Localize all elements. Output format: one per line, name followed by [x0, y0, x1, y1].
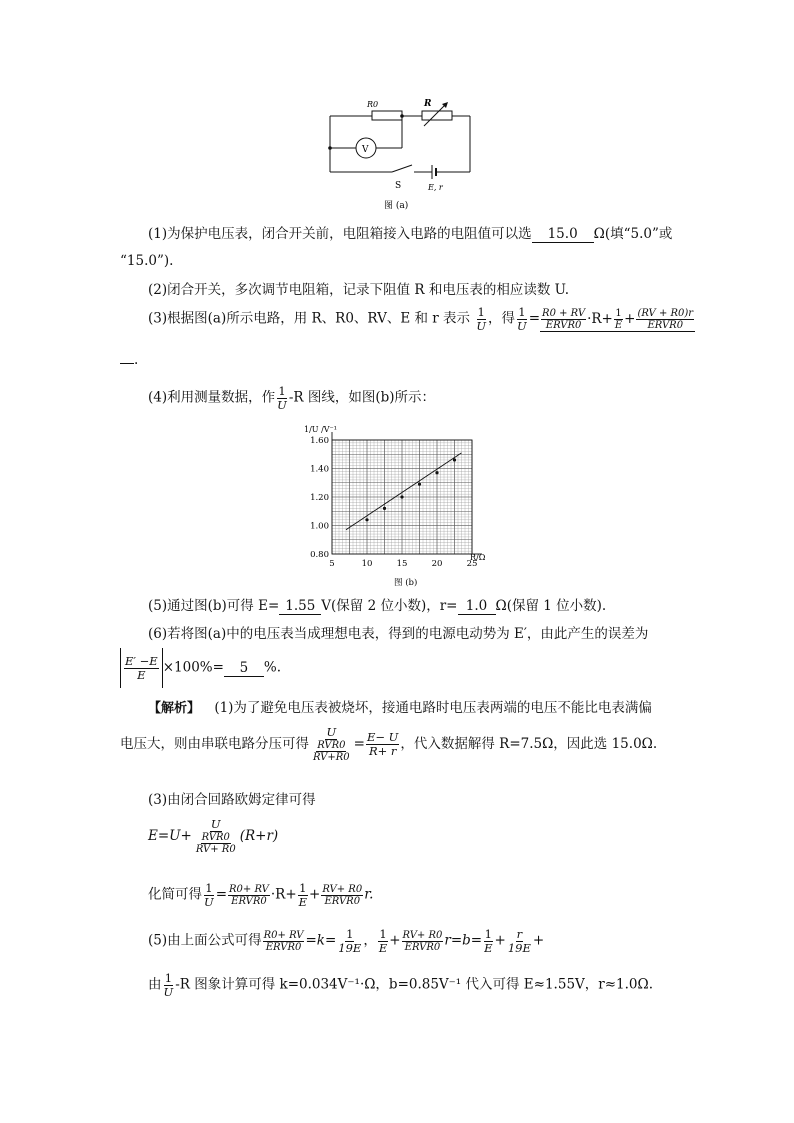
sol-p6a: 由: [148, 976, 162, 993]
q5-line: [148, 598, 606, 615]
chart-xlabel: R/Ω: [470, 553, 486, 562]
sol-p5-plus: +: [389, 932, 401, 949]
sol-p5-frac3: $\frac{1}{E}$: [378, 927, 388, 955]
sol-p5-frac2: $\frac{1}{19E}$: [338, 927, 362, 955]
q6-line1: [148, 626, 648, 642]
s-label: S: [395, 181, 402, 191]
sol-p5-frac1: $\frac{R0+ RV}{\text{ERVR0}}$: [263, 929, 304, 953]
sol-p5-frac6: $\frac{r}{19E}$: [507, 927, 531, 955]
q3-plus: +: [624, 310, 636, 327]
q1-line2: [120, 253, 173, 269]
x-tick-label: 10: [361, 559, 373, 569]
sol-p1c: ，代入数据解得 R=7.5Ω，因此选 15.0Ω.: [400, 735, 658, 752]
sol-p3-frac2: $\frac{R0+ RV}{\text{ERVR0}}$: [229, 883, 269, 907]
er-label: E, r: [428, 183, 443, 192]
q6-abs: [120, 648, 163, 688]
x-tick-label: 15: [396, 559, 408, 569]
circuit-diagram: [320, 92, 480, 214]
q3-frac-intercept: $\frac{(RV + R0)r}{\text{ERVR0}}$: [637, 307, 694, 331]
q3-text-c: ·R+: [587, 310, 613, 327]
sol-p3c: (R+r): [239, 827, 279, 844]
sol-p3-eq: =: [215, 886, 228, 903]
sol-line3: [148, 792, 316, 808]
y-tick-label: 1.60: [310, 436, 329, 446]
sol-p5-plus3: +: [532, 932, 545, 949]
sol-p5-frac5: $\frac{1}{E}$: [484, 927, 493, 955]
q1-text-a: (1)为保护电压表，闭合开关前，电阻箱接入电路的电阻值可以选: [148, 226, 532, 242]
q1-line1: [148, 226, 672, 243]
sol-p3b: E=U+: [148, 827, 192, 844]
q2-line: [148, 282, 569, 298]
data-point: [400, 495, 403, 498]
q2-text: (2)闭合开关，多次调节电阻箱，记录下阻值 R 和电压表的相应读数 U.: [148, 282, 570, 298]
y-tick-label: 0.80: [310, 550, 329, 560]
q3-text-a: (3)根据图(a)所示电路，用 R、R0、RV、E 和 r 表示: [148, 310, 471, 327]
sol-p1b: 电压大，则由串联电路分压可得: [120, 735, 309, 752]
q5-text-a: (5)通过图(b)可得 E=: [148, 598, 280, 614]
data-point: [435, 471, 438, 474]
q5-text-b: V(保留 2 位小数)，r=: [321, 598, 458, 614]
sol-p3-frac1: $\frac{1}{U}$: [204, 881, 214, 909]
q6-text-a: (6)若将图(a)中的电压表当成理想电表，得到的电源电动势为 E′，由此产生的误差为: [148, 626, 649, 642]
sol-p6-frac: $\frac{1}{U}$: [163, 971, 174, 999]
sol-p3-frac3: $\frac{1}{E}$: [298, 881, 308, 909]
data-point: [418, 483, 421, 486]
sol-p5-eq1: =k=: [305, 932, 337, 949]
y-tick-label: 1.00: [310, 521, 329, 532]
sol-line5: [148, 882, 373, 908]
sol-p3d: 化简可得: [148, 886, 202, 903]
chart-fig-b: [300, 422, 500, 590]
q1-text-b: Ω(填“5.0”或: [593, 226, 673, 242]
q6-answer: 5: [224, 660, 264, 677]
sol-p5b: r=b=: [444, 932, 483, 949]
data-point: [365, 518, 368, 521]
sol-p5-frac4: $\frac{RV+ R0}{\text{ERVR0}}$: [402, 929, 443, 953]
sol-p1-eq: =: [353, 735, 365, 752]
q5-text-c: Ω(保留 1 位小数).: [495, 598, 607, 614]
data-point: [453, 458, 456, 461]
sol-p6b: -R 图象计算可得 k=0.034V⁻¹·Ω，b=0.85V⁻¹ 代入可得 E≈1.55V，r≈1.0Ω.: [175, 976, 653, 993]
r-label: R: [424, 99, 432, 109]
data-point: [383, 507, 386, 510]
r0-label: R0: [367, 100, 379, 109]
q6-frac: $\frac{E' -E}{E}$: [125, 653, 158, 682]
q5-answer-e: 1.55: [279, 598, 321, 615]
chart-ylabel: 1/U /V⁻¹: [304, 425, 337, 434]
q5-answer-r: 1.0: [458, 598, 496, 615]
sol-tag: 【解析】: [148, 701, 201, 716]
sol-p3-frac4: $\frac{RV+ R0}{\text{ERVR0}}$: [322, 883, 363, 907]
q4-frac: $\frac{1}{U}$: [277, 384, 287, 412]
chart-caption: 图 (b): [394, 578, 418, 588]
r0-resistor: [372, 111, 402, 120]
q6-text-c: %.: [263, 659, 282, 676]
fig-a-caption: 图 (a): [384, 201, 409, 211]
q3-frac-1-over-u: $\frac{1}{U}$: [476, 305, 487, 333]
sol-line6: [148, 928, 544, 954]
q3-text-b: ，得: [488, 310, 516, 327]
sol-p1-frac-complex: $\frac{U}{\frac{\text{RVR0}}{RV+R0}}$: [313, 725, 350, 763]
sol-p5a: (5)由上面公式可得: [148, 932, 262, 949]
sol-p5-comma: ，: [363, 932, 377, 949]
q4-line: [148, 385, 435, 411]
q3-eq: =: [528, 310, 541, 327]
sol-p3-plus: +: [309, 886, 321, 903]
sol-p3a: (3)由闭合回路欧姆定律可得: [148, 792, 316, 808]
x-tick-label: 5: [329, 559, 335, 569]
q1-text-c: “15.0”).: [120, 253, 174, 269]
q1-answer: 15.0: [532, 226, 594, 243]
sol-line7: [148, 972, 653, 998]
sol-p3-frac-complex: $\frac{U}{\frac{\text{RVR0}}{RV+ R0}}$: [195, 817, 236, 855]
switch: [392, 165, 412, 172]
sol-p3e: ·R+: [270, 886, 297, 903]
q3-line2: [120, 352, 138, 368]
sol-p5-plus2: +: [494, 932, 506, 949]
q4-text-a: (4)利用测量数据，作: [148, 389, 276, 406]
q6-line2: [120, 648, 281, 688]
q3-frac-1-over-u-2: $\frac{1}{U}$: [517, 305, 527, 333]
q3-line: [148, 306, 695, 332]
sol-p1-frac: $\frac{E- U}{R+ r}$: [366, 730, 399, 758]
q3-frac-1-over-e: $\frac{1}{E}$: [614, 307, 623, 331]
q3-text-d: .: [134, 352, 139, 368]
y-tick-label: 1.20: [310, 493, 329, 503]
sol-line2: [120, 726, 657, 763]
q6-text-b: ×100%=: [162, 659, 224, 676]
q3-answer-blank: [540, 308, 695, 332]
x-tick-label: 20: [431, 559, 443, 569]
q4-text-b: -R 图线，如图(b)所示：: [288, 389, 436, 406]
sol-p1a: (1)为了避免电压表被烧坏，接通电路时电压表两端的电压不能比电表满偏: [214, 700, 652, 716]
x-tick-label: 25: [466, 559, 478, 569]
v-label: V: [362, 145, 369, 155]
sol-line4: [148, 818, 278, 855]
sol-p3g: r.: [364, 886, 374, 903]
sol-line1: [148, 700, 652, 717]
y-tick-label: 1.40: [310, 464, 329, 475]
q3-frac-slope: $\frac{R0 + RV}{\text{ERVR0}}$: [542, 307, 586, 331]
